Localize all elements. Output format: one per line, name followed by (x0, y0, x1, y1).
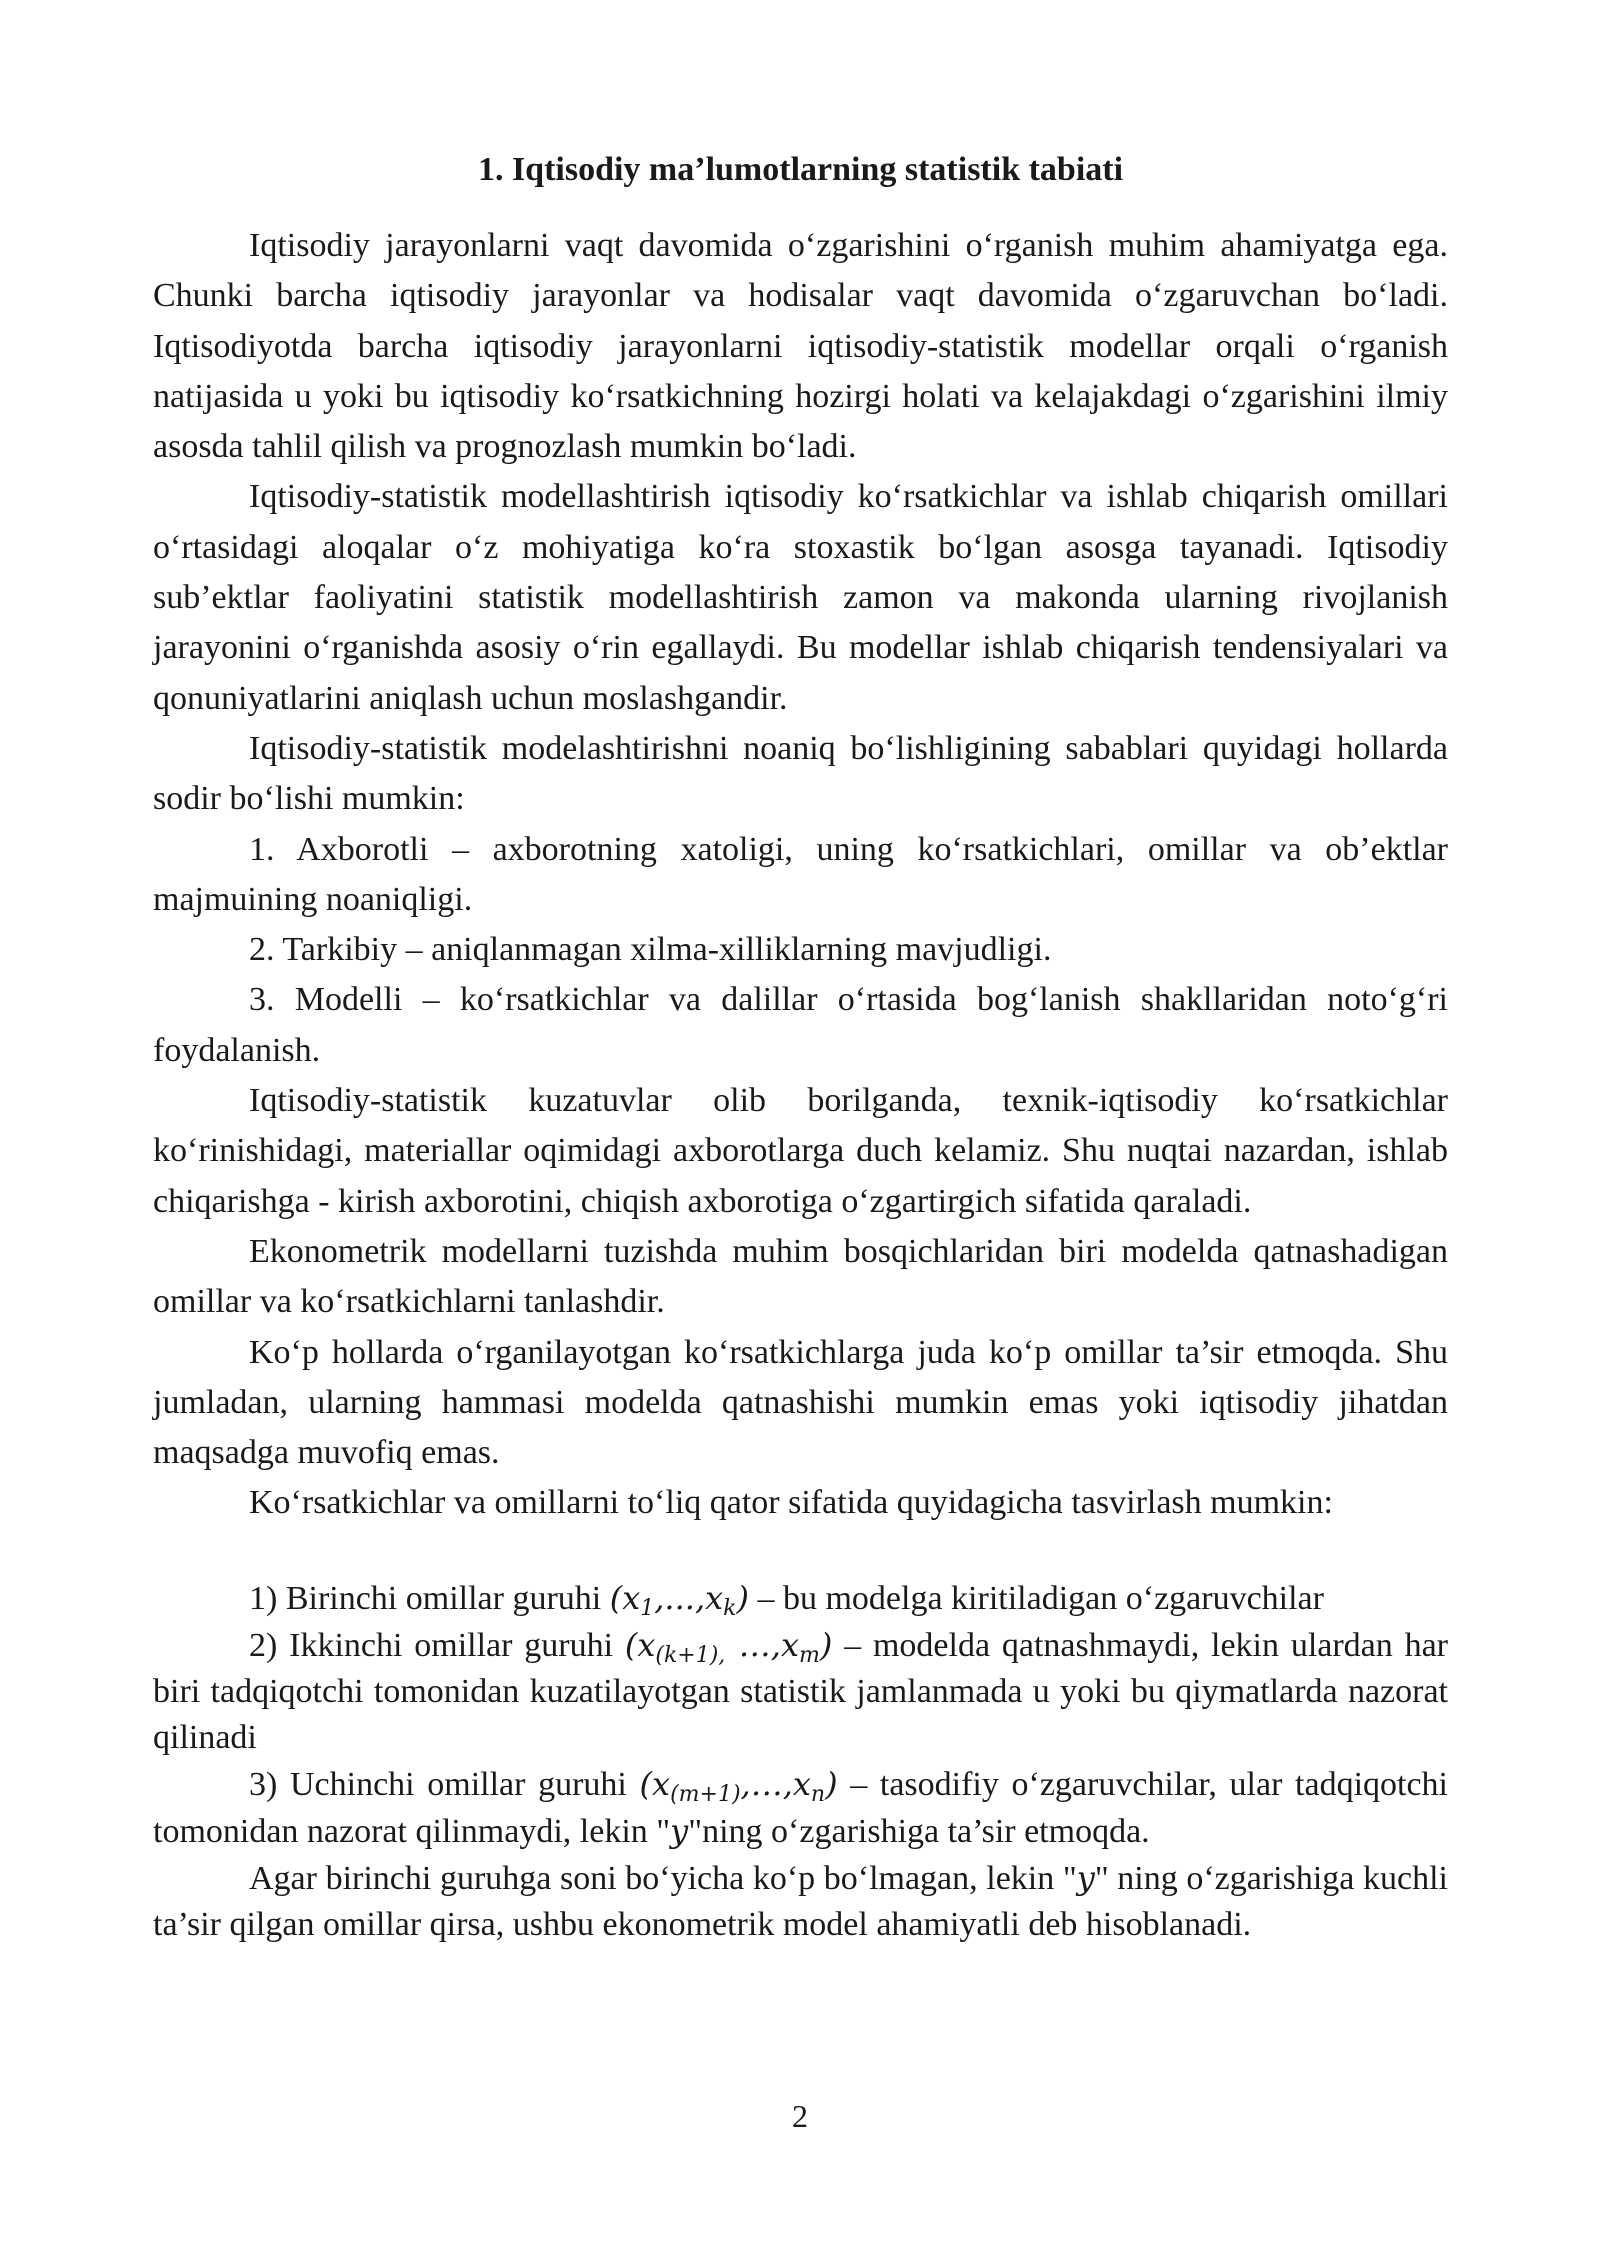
formula-y: y (1076, 1858, 1095, 1897)
page-number: 2 (792, 2098, 808, 2134)
paragraph: Ekonometrik modellarni tuzishda muhim bosqichlaridan biri modelda qatnashadigan omillar va ko‘rsatkichlarni tanlashdir. (153, 1232, 1448, 1321)
list-item: 1. Axborotli – axborotning xatoligi, uning ko‘rsatkichlari, omillar va ob’ektlar majmuining noaniqligi. (153, 830, 1448, 918)
spacer (153, 1529, 1448, 1575)
factor-group-3: 3) Uchinchi omillar guruhi $(x_{(m+1)},\dots,x_n)$ – tasodifiy o‘zgaruvchilar, ular tadqiqotchi tomonidan nazorat qilinmaydi, lekin "y"ning o‘zgarishiga ta’sir etmoqda. (153, 1764, 1449, 1850)
list-item: 3. Modelli – ko‘rsatkichlar va dalillar o‘rtasida bog‘lanish shakllaridan noto‘g‘ri foydalanish. (153, 981, 1448, 1069)
paragraph: Ko‘p hollarda o‘rganilayotgan ko‘rsatkichlarga juda ko‘p omillar ta’sir etmoqda. Shu jumladan, ularning hammasi modelda qatnashishi mumkin emas yoki iqtisodiy jihatdan maqsadga muvofiq emas. (153, 1333, 1448, 1472)
factor-group-1: 1) Birinchi omillar guruhi $(x_1,...,x_k)$ – bu modelga kiritiladigan o‘zgaruvchilar (249, 1578, 1324, 1621)
section-title: 1. Iqtisodiy ma’lumotlarning statistik tabiati (477, 151, 1124, 188)
paragraph: Iqtisodiy-statistik modellashtirish iqtisodiy ko‘rsatkichlar va ishlab chiqarish omillari o‘rtasidagi aloqalar o‘z mohiyatiga ko‘ra stoxastik bo‘lgan asosga tayanadi. Iqtisodiy sub’ektlar faoliyatini statistik modellashtirish zamon va makonda ularning rivojlanish jarayonini o‘rganishda asosiy o‘rin egallaydi. Bu modellar ishlab chiqarish tendensiyalari va qonuniyatlarini aniqlash uchun moslashgandir. (153, 478, 1448, 717)
paragraph: Iqtisodiy-statistik kuzatuvlar olib borilganda, texnik-iqtisodiy ko‘rsatkichlar ko‘rinishidagi, materiallar oqimidagi axborotlarga duch kelamiz. Shu nuqtai nazardan, ishlab chiqarishga - kirish axborotini, chiqish axborotiga o‘zgartirgich sifatida qaraladi. (153, 1082, 1448, 1220)
paragraph-conclusion: Agar birinchi guruhga soni bo‘yicha ko‘p bo‘lmagan, lekin "y" ning o‘zgarishiga kuchli ta’sir qilgan omillar qirsa, ushbu ekonometrik model ahamiyatli deb hisoblanadi. (153, 1858, 1448, 1943)
formula-xm1-xn: $(x_{(m+1)},\dots,x_n)$ (639, 1764, 838, 1807)
document-page (153, 145, 1448, 1948)
formula-xk1-xm: ($x_{(k+1),}$ $\dots,x_m$) (624, 1625, 833, 1668)
factor-group-2: 2) Ikkinchi omillar guruhi ($x_{(k+1),}$ $\dots,x_m$) – modelda qatnashmaydi, lekin ulardan har biri tadqiqotchi tomonidan kuzatilayotgan statistik jamlanmada u yoki bu qiymatlarda nazorat qilinadi (153, 1625, 1448, 1756)
paragraph: Iqtisodiy-statistik modelashtirishni noaniq bo‘lishligining sabablari quyidagi hollarda sodir bo‘lishi mumkin: (153, 729, 1448, 818)
list-item: 2. Tarkibiy – aniqlanmagan xilma-xilliklarning mavjudligi. (249, 931, 1052, 969)
formula-y: y (670, 1811, 689, 1850)
paragraph: Ko‘rsatkichlar va omillarni to‘liq qator sifatida quyidagicha tasvirlash mumkin: (249, 1484, 1333, 1522)
formula-x1-xk: $(x_1,...,x_k)$ (609, 1578, 749, 1621)
paragraph: Iqtisodiy jarayonlarni vaqt davomida o‘zgarishini o‘rganish muhim ahamiyatga ega. Chunki barcha iqtisodiy jarayonlar va hodisalar vaqt davomida o‘zgaruvchan bo‘ladi. Iqtisodiyotda barcha iqtisodiy jarayonlarni iqtisodiy-statistik modellar orqali o‘rganish natijasida u yoki bu iqtisodiy ko‘rsatkichning hozirgi holati va kelajakdagi o‘zgarishini ilmiy asosda tahlil qilish va prognozlash mumkin bo‘ladi. (153, 227, 1448, 466)
